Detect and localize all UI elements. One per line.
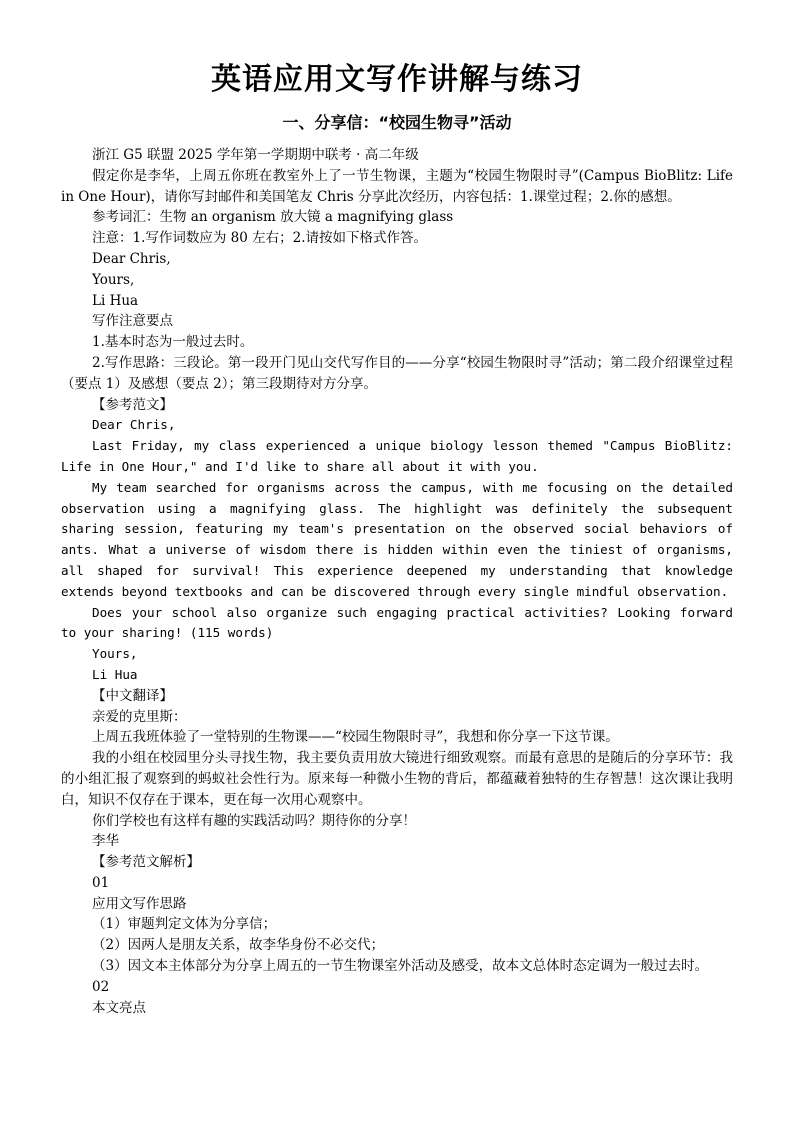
essay-paragraph-2: My team searched for organisms across the campus, with me focusing on the detailed observation using a magnifying glass. The highlight was definitely the subsequent sharing session, featuring my team's presentation on the observed social behaviors of ants. What a universe of wisdom there is hidden within even the tiniest of organisms, all shaped for survival! This experience deepened my understanding that knowledge extends beyond textbooks and can be discovered through every single mindful observation. — [61, 479, 733, 599]
analysis-point-1: （1）审题判定文体为分享信； — [92, 916, 277, 933]
document-body — [61, 145, 733, 1018]
essay-signature: Li Hua — [92, 666, 138, 682]
translation-salutation: 亲爱的克里斯： — [92, 708, 187, 725]
writing-tips-heading: 写作注意要点 — [92, 313, 173, 330]
essay-paragraph-1: Last Friday, my class experienced a unique biology lesson themed "Campus BioBlitz: Life in One Hour," and I'd like to share all about it with you. — [61, 438, 733, 474]
analysis-number-02: 02 — [92, 978, 110, 995]
analysis-subheading-approach: 应用文写作思路 — [92, 895, 187, 912]
exam-source-line: 浙江 G5 联盟 2025 学年第一学期期中联考 · 高二年级 — [92, 147, 419, 163]
format-salutation: Dear Chris, — [92, 250, 171, 267]
analysis-subheading-highlights: 本文亮点 — [92, 999, 146, 1016]
translation-heading: 【中文翻译】 — [92, 687, 173, 704]
essay-paragraph-3: Does your school also organize such engaging practical activities? Looking forward to your sharing! (115 words) — [61, 604, 733, 641]
essay-closing: Yours, — [92, 646, 138, 662]
essay-salutation: Dear Chris, — [92, 417, 176, 433]
analysis-point-2: （2）因两人是朋友关系，故李华身份不必交代； — [92, 937, 385, 954]
format-closing: Yours, — [92, 271, 135, 288]
format-signature: Li Hua — [92, 292, 139, 309]
analysis-point-3: （3）因文本主体部分为分享上周五的一节生物课室外活动及感受，故本文总体时态定调为一般过去时。 — [92, 958, 709, 975]
analysis-number-01: 01 — [92, 874, 110, 891]
translation-paragraph-2: 我的小组在校园里分头寻找生物，我主要负责用放大镜进行细致观察。而最有意思的是随后的分享环节：我的小组汇报了观察到的蚂蚁社会性行为。原来每一种微小生物的背后，都蕴藏着独特的生存智慧！这次课让我明白，知识不仅存在于课本，更在每一次用心观察中。 — [61, 750, 733, 808]
translation-signature: 李华 — [92, 833, 119, 850]
reference-vocabulary: 参考词汇：生物 an organism 放大镜 a magnifying glass — [92, 209, 454, 226]
analysis-heading: 【参考范文解析】 — [92, 854, 200, 871]
writing-tip-2: 2.写作思路：三段论。第一段开门见山交代写作目的——分享“校园生物限时寻”活动；第二段介绍课堂过程（要点 1）及感想（要点 2）；第三段期待对方分享。 — [61, 354, 733, 392]
writing-tip-1: 1.基本时态为一般过去时。 — [92, 334, 254, 351]
section-heading: 一、分享信：“校园生物寻”活动 — [282, 113, 512, 132]
page-title: 英语应用文写作讲解与练习 — [211, 62, 583, 97]
translation-paragraph-3: 你们学校也有这样有趣的实践活动吗？期待你的分享！ — [92, 812, 416, 829]
model-essay-heading: 【参考范文】 — [92, 396, 173, 413]
task-prompt: 假定你是李华，上周五你班在教室外上了一节生物课，主题为“校园生物限时寻”(Campus BioBlitz: Life in One Hour)，请你写封邮件和美国笔友 Chris 分享此次经历，内容包括：1.课堂过程；2.你的感想。 — [61, 167, 733, 205]
translation-paragraph-1: 上周五我班体验了一堂特别的生物课——“校园生物限时寻”，我想和你分享一下这节课。 — [92, 729, 619, 746]
writing-notes: 注意：1.写作词数应为 80 左右；2.请按如下格式作答。 — [92, 230, 428, 247]
